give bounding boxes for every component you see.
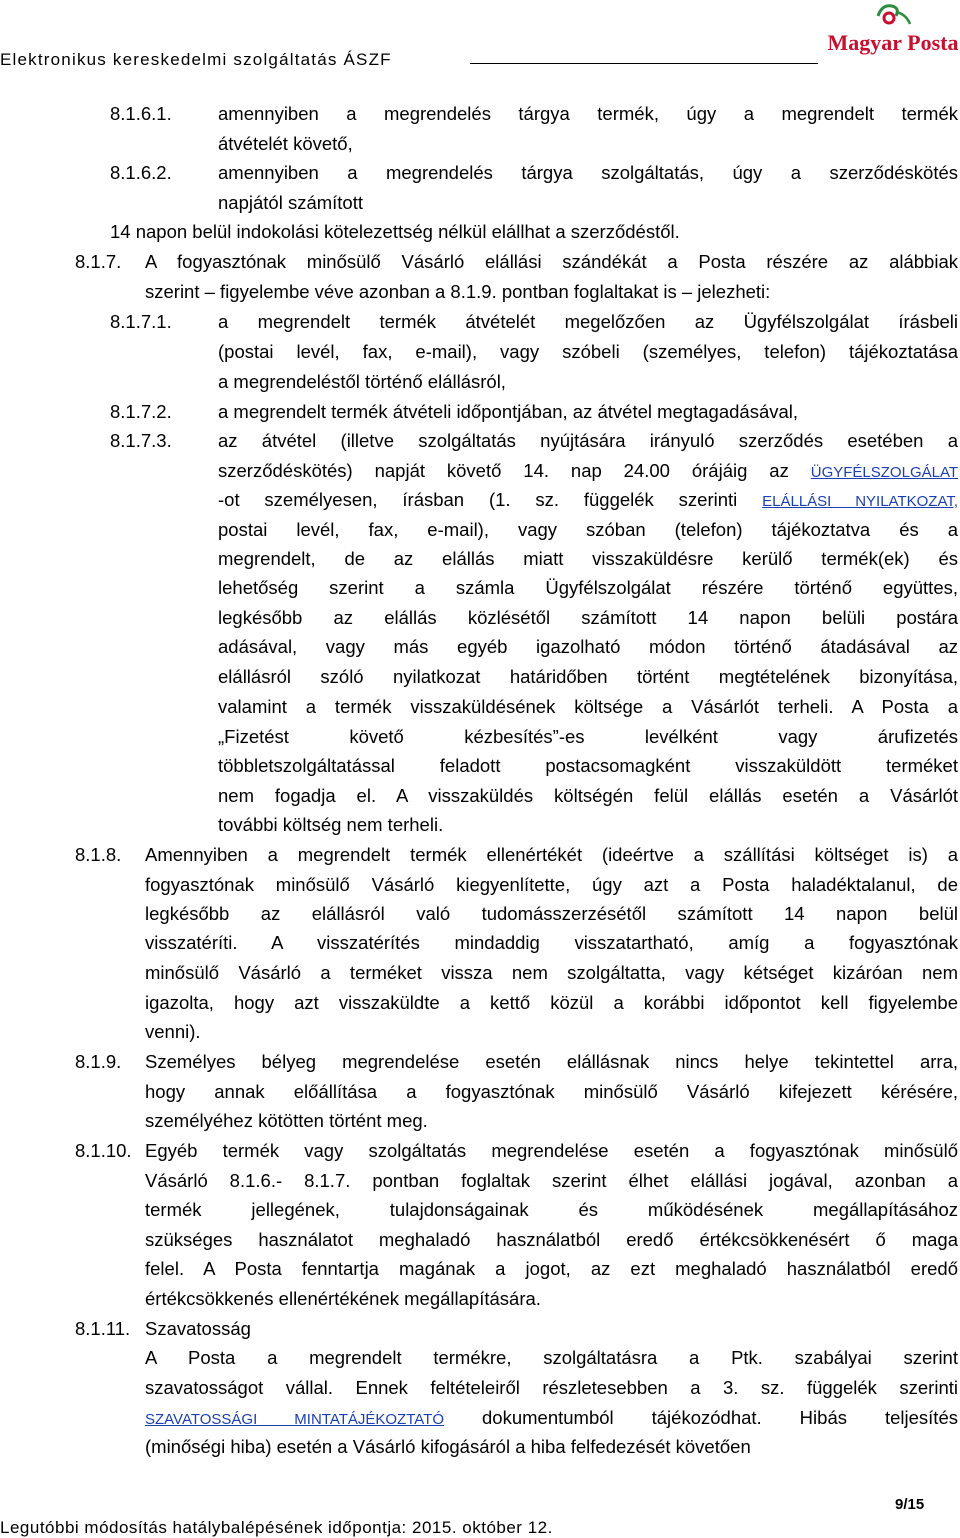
item-text-line: a megrendelt termék átvételi időpontjában, az átvétel megtagadásával, bbox=[218, 401, 799, 422]
posthorn-icon bbox=[826, 0, 960, 34]
item-text-line bbox=[218, 461, 958, 483]
item-text-line: Szavatosság bbox=[145, 1318, 251, 1339]
item-text-line: A fogyasztónak minősülő Vásárló elállási szándékát a Posta részére az alábbiak bbox=[145, 251, 958, 272]
item-text-line: legkésőbb az elállásról való tudomásszerzésétől számított 14 napon belül bbox=[145, 903, 958, 924]
item-text-line: a megrendelt termék átvételét megelőzően az Ügyfélszolgálat írásbeli bbox=[218, 311, 958, 332]
item-text-line: a megrendeléstől történő elállásról, bbox=[218, 371, 506, 392]
item-text-line: venni). bbox=[145, 1021, 201, 1042]
item-text-line: nem fogadja el. A visszaküldés költségén felül elállás esetén a Vásárlót bbox=[218, 785, 958, 806]
item-text-line: minősülő Vásárló a terméket vissza nem szolgáltatta, vagy kétséget kizáróan nem bbox=[145, 962, 958, 983]
item-number: 8.1.11. bbox=[75, 1318, 131, 1339]
document-link[interactable]: ELÁLLÁSI NYILATKOZAT, bbox=[762, 493, 959, 510]
item-text-line bbox=[145, 1408, 958, 1430]
item-text-line: amennyiben a megrendelés tárgya szolgáltatás, úgy a szerződéskötés bbox=[218, 162, 958, 183]
item-text-line: A Posta a megrendelt termékre, szolgáltatásra a Ptk. szabályai szerint bbox=[145, 1347, 958, 1368]
item-number: 8.1.9. bbox=[75, 1051, 122, 1072]
document-link[interactable]: ÜGYFÉLSZOLGÁLAT bbox=[810, 464, 959, 481]
item-text-line: termék jellegének, tulajdonságainak és működésének megállapításához bbox=[145, 1199, 958, 1220]
item-text-line: Egyéb termék vagy szolgáltatás megrendelése esetén a fogyasztónak minősülő bbox=[145, 1140, 958, 1161]
item-number: 8.1.7. bbox=[75, 251, 122, 272]
logo-text: Magyar Posta bbox=[827, 30, 959, 55]
item-text-line: további költség nem terheli. bbox=[218, 814, 444, 835]
item-text-line: adásával, vagy más egyéb igazolható módon történő átadásával az bbox=[218, 636, 958, 657]
header-rule bbox=[470, 63, 818, 64]
item-number: 8.1.7.1. bbox=[110, 311, 172, 332]
line-text: dokumentumból tájékozódhat. Hibás teljesítés bbox=[482, 1407, 958, 1428]
item-text-line: (postai levél, fax, e-mail), vagy szóbeli (személyes, telefon) tájékoztatása bbox=[218, 341, 958, 362]
magyar-posta-logo bbox=[826, 0, 960, 70]
item-text-line: igazolta, hogy azt visszaküldte a kettő közül a korábbi időpontot kell figyelembe bbox=[145, 992, 958, 1013]
item-text-line: többletszolgáltatással feladott postacsomagként visszaküldött terméket bbox=[218, 755, 958, 776]
item-text-line: Amennyiben a megrendelt termék ellenértékét (ideértve a szállítási költséget is) a bbox=[145, 844, 958, 865]
footer-text: Legutóbbi módosítás hatálybalépésének időpontja: 2015. október 12. bbox=[0, 1518, 553, 1537]
line-text: -ot személyesen, írásban (1. sz. függelék szerinti bbox=[218, 489, 738, 510]
item-text-line: hogy annak előállítása a fogyasztónak minősülő Vásárló kifejezett kérésére, bbox=[145, 1081, 958, 1102]
item-text-line: az átvétel (illetve szolgáltatás nyújtására irányuló szerződés esetében a bbox=[218, 430, 958, 451]
item-text-line: visszatéríti. A visszatérítés mindaddig visszatartható, amíg a fogyasztónak bbox=[145, 932, 958, 953]
item-number: 8.1.7.3. bbox=[110, 430, 172, 451]
item-text-line: értékcsökkenés ellenértékének megállapítására. bbox=[145, 1288, 541, 1309]
item-text-line: szavatosságot vállal. Ennek feltételeiről részletesebben a 3. sz. függelék szerinti bbox=[145, 1377, 958, 1398]
item-text-line: (minőségi hiba) esetén a Vásárló kifogásáról a hiba felfedezését követően bbox=[145, 1436, 751, 1457]
item-text-line: szükséges használatot meghaladó használatból eredő értékcsökkenésért ő maga bbox=[145, 1229, 958, 1250]
item-number: 8.1.8. bbox=[75, 844, 122, 865]
page-number: 9/15 bbox=[895, 1496, 925, 1513]
line-text: szerződéskötés) napját követő 14. nap 24.00 órájáig az bbox=[218, 460, 789, 481]
item-text-line: valamint a termék visszaküldésének költsége a Vásárlót terheli. A Posta a bbox=[218, 696, 958, 717]
item-text-line bbox=[218, 490, 958, 512]
document-title: Elektronikus kereskedelmi szolgáltatás ÁSZF bbox=[0, 50, 392, 69]
item-text-line: felel. A Posta fenntartja magának a jogot, az ezt meghaladó használatból eredő bbox=[145, 1258, 958, 1279]
item-text-line: Személyes bélyeg megrendelése esetén elállásnak nincs helye tekintettel arra, bbox=[145, 1051, 958, 1072]
document-link[interactable]: SZAVATOSSÁGI MINTATÁJÉKOZTATÓ bbox=[145, 1411, 444, 1428]
item-text-line: átvételét követő, bbox=[218, 133, 353, 154]
item-text-line: személyéhez kötötten történt meg. bbox=[145, 1110, 428, 1131]
item-number: 8.1.10. bbox=[75, 1140, 132, 1161]
item-text-line: 14 napon belül indokolási kötelezettség nélkül elállhat a szerződéstől. bbox=[110, 221, 680, 242]
item-text-line: postai levél, fax, e-mail), vagy szóban (telefon) tájékoztatva és a bbox=[218, 519, 958, 540]
item-text-line: Vásárló 8.1.6.- 8.1.7. pontban foglaltak szerint élhet elállási jogával, azonban a bbox=[145, 1170, 958, 1191]
item-text-line: lehetőség szerint a számla Ügyfélszolgálat részére történő együttes, bbox=[218, 577, 958, 598]
item-number: 8.1.6.2. bbox=[110, 162, 172, 183]
item-number: 8.1.6.1. bbox=[110, 103, 172, 124]
item-text-line: „Fizetést követő kézbesítés”-es levélként vagy árufizetés bbox=[218, 726, 958, 747]
item-text-line: szerint – figyelembe véve azonban a 8.1.9. pontban foglaltakat is – jelezheti: bbox=[145, 281, 771, 302]
item-text-line: elállásról szóló nyilatkozat határidőben történt megtételének bizonyítása, bbox=[218, 666, 958, 687]
item-text-line: napjától számított bbox=[218, 192, 363, 213]
item-text-line: fogyasztónak minősülő Vásárló kiegyenlítette, úgy azt a Posta haladéktalanul, de bbox=[145, 874, 958, 895]
item-text-line: legkésőbb az elállás közlésétől számított 14 napon belüli postára bbox=[218, 607, 958, 628]
item-number: 8.1.7.2. bbox=[110, 401, 172, 422]
item-text-line: amennyiben a megrendelés tárgya termék, úgy a megrendelt termék bbox=[218, 103, 958, 124]
item-text-line: megrendelt, de az elállás miatt visszaküldésre kerülő termék(ek) és bbox=[218, 548, 958, 569]
